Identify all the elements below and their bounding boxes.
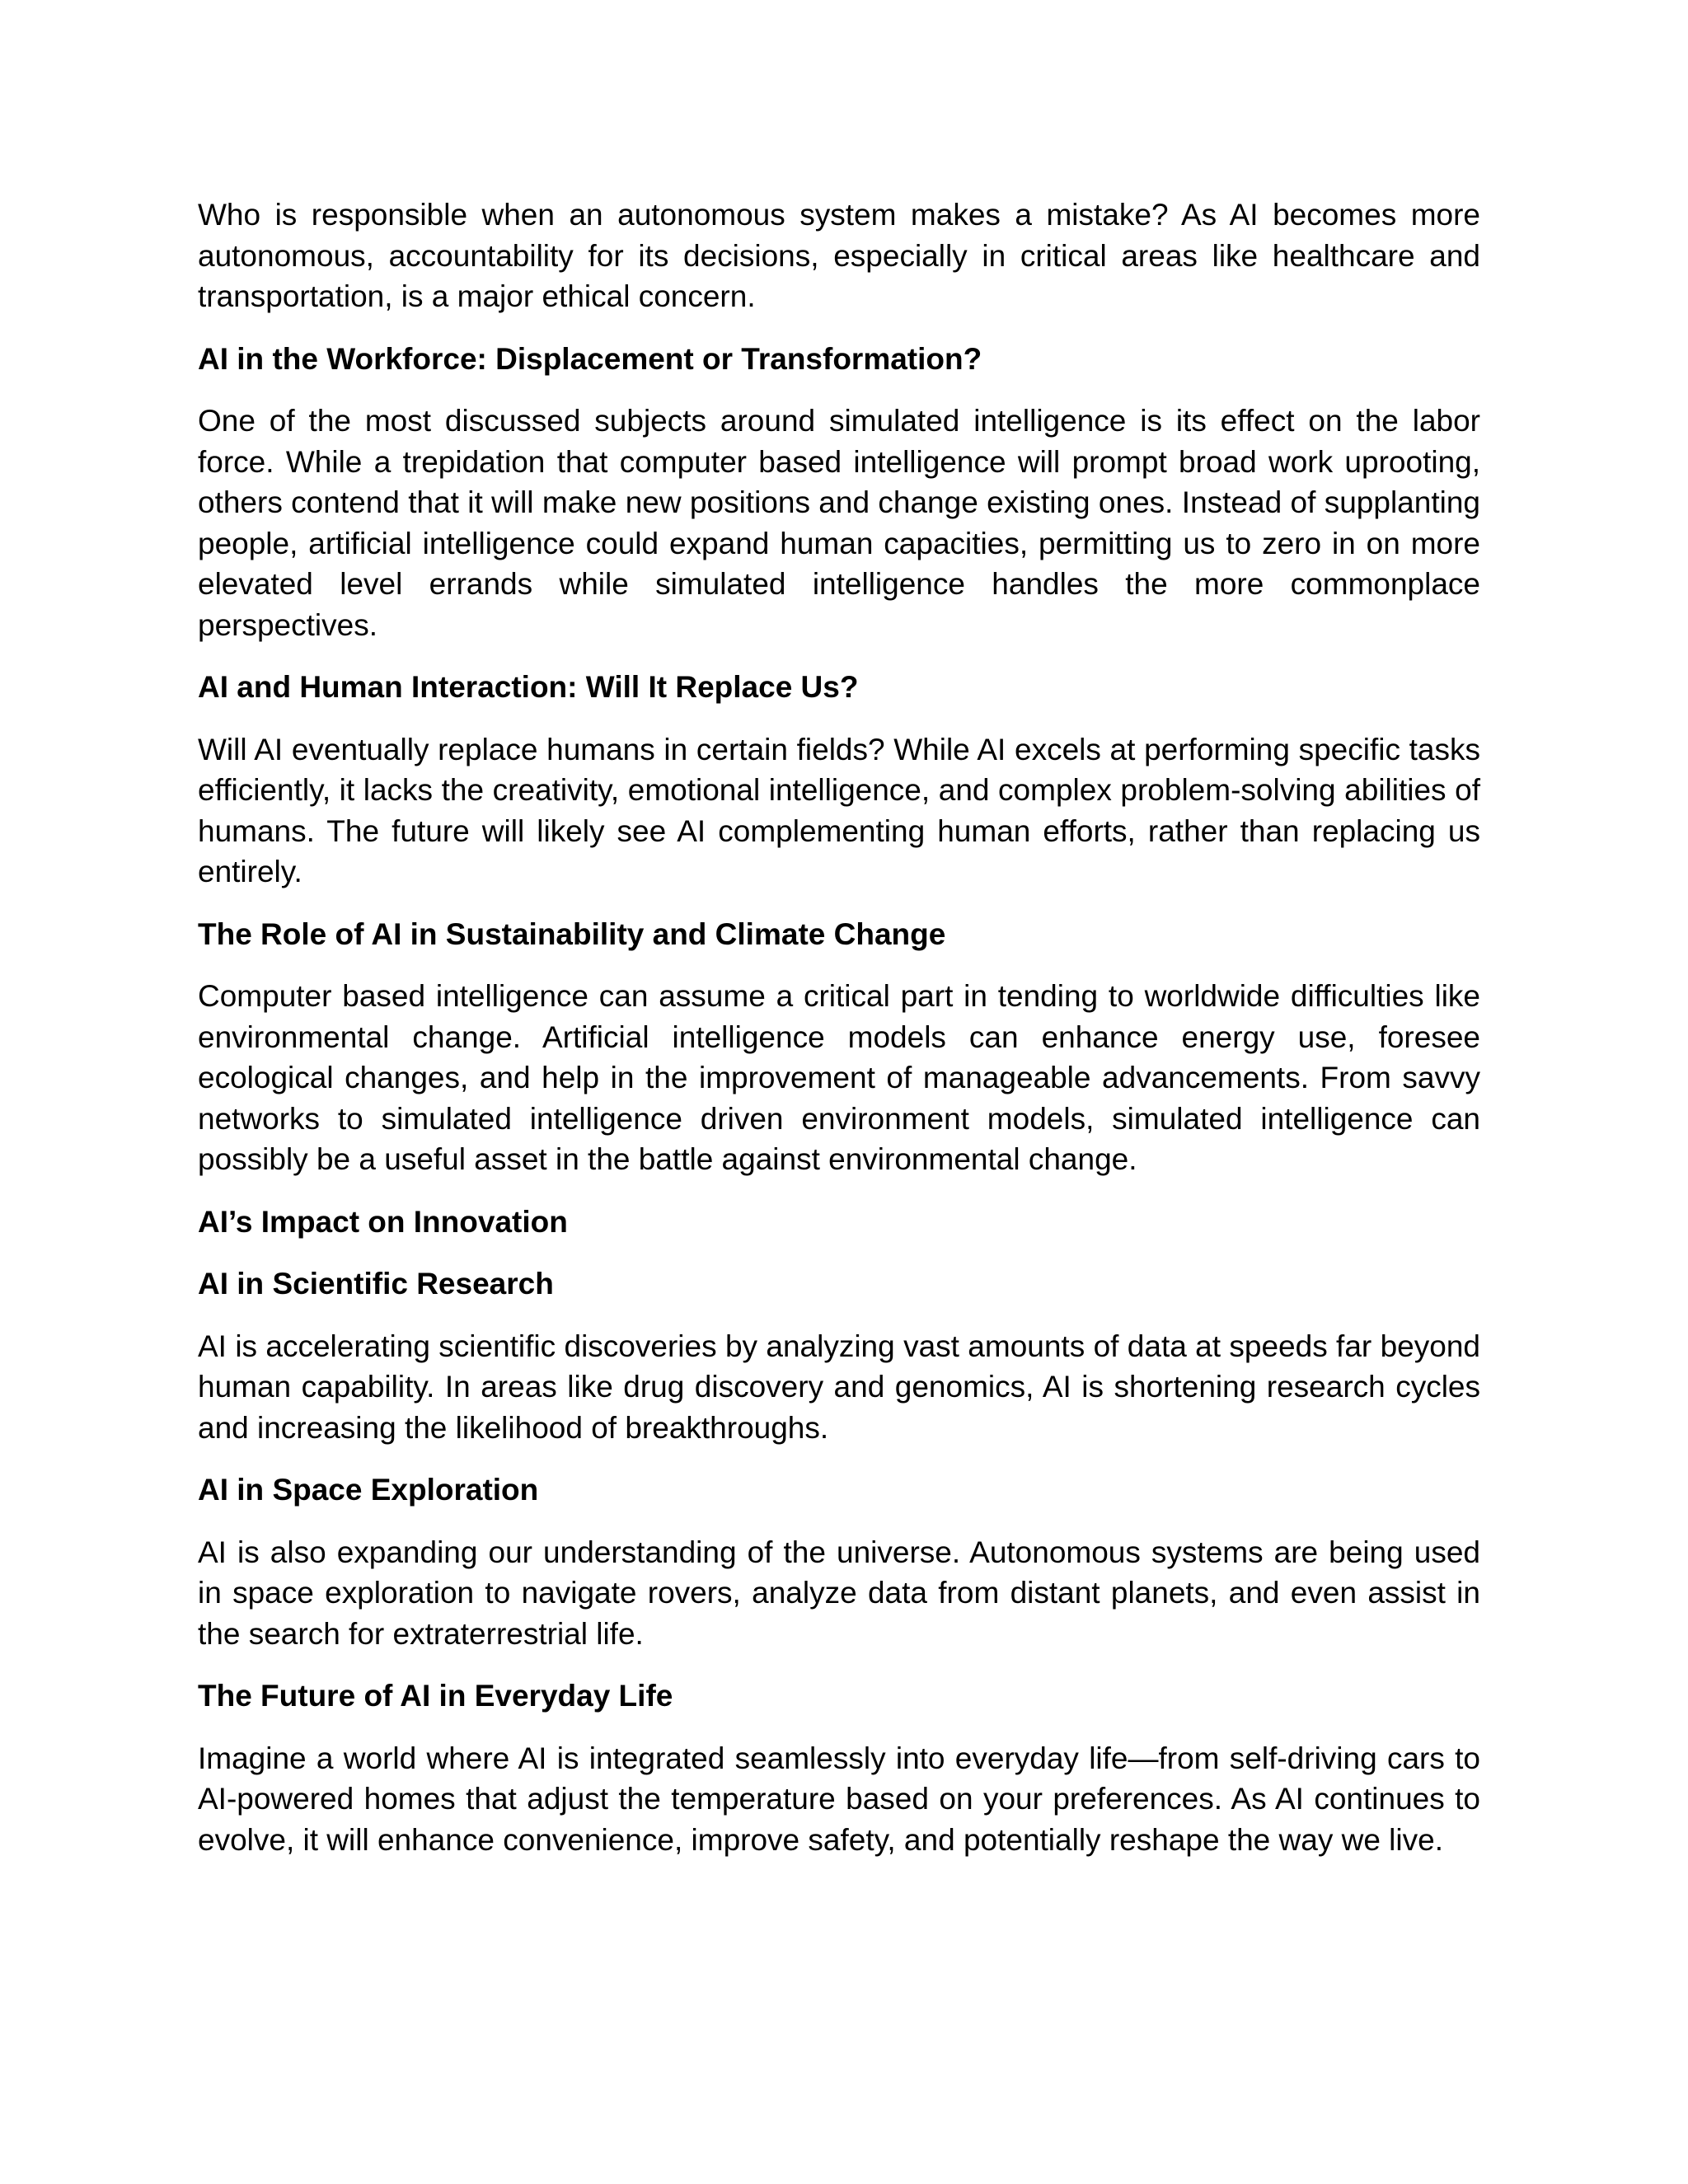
heading-human-interaction: AI and Human Interaction: Will It Replace Us? (198, 670, 859, 704)
document-body (198, 194, 1480, 1882)
heading-space-exploration: AI in Space Exploration (198, 1473, 539, 1507)
paragraph-accountability: Who is responsible when an autonomous system makes a mistake? As AI becomes more autonomous, accountability for its decisions, especially in critical areas like healthcare and transportation, is a major ethical concern. (198, 198, 1480, 313)
paragraph-human-interaction: Will AI eventually replace humans in certain fields? While AI excels at performing specific tasks efficiently, it lacks the creativity, emotional intelligence, and complex problem-solving abilities of humans. The future will likely see AI complementing human efforts, rather than replacing us entirely. (198, 732, 1480, 888)
heading-scientific-research: AI in Scientific Research (198, 1267, 554, 1301)
paragraph-workforce: One of the most discussed subjects around simulated intelligence is its effect on the labor force. While a trepidation that computer based intelligence will prompt broad work uprooting, others contend that it will make new positions and change existing ones. Instead of supplanting people, artificial intelligence could expand human capacities, permitting us to zero in on more elevated level errands while simulated intelligence handles the more commonplace perspectives. (198, 404, 1480, 642)
heading-workforce: AI in the Workforce: Displacement or Transformation? (198, 341, 982, 376)
paragraph-scientific-research: AI is accelerating scientific discoveries by analyzing vast amounts of data at speeds far beyond human capability. In areas like drug discovery and genomics, AI is shortening research cycles and increasing the likelihood of breakthroughs. (198, 1329, 1480, 1445)
paragraph-space-exploration: AI is also expanding our understanding of the universe. Autonomous systems are being used in space exploration to navigate rovers, analyze data from distant planets, and even assist in the search for extraterrestrial life. (198, 1535, 1480, 1651)
paragraph-everyday-life: Imagine a world where AI is integrated seamlessly into everyday life—from self-driving cars to AI-powered homes that adjust the temperature based on your preferences. As AI continues to evolve, it will enhance convenience, improve safety, and potentially reshape the way we live. (198, 1741, 1480, 1857)
heading-innovation: AI’s Impact on Innovation (198, 1204, 568, 1239)
paragraph-sustainability: Computer based intelligence can assume a critical part in tending to worldwide difficulties like environmental change. Artificial intelligence models can enhance energy use, foresee ecological changes, and help in the improvement of manageable advancements. From savvy networks to simulated intelligence driven environment models, simulated intelligence can possibly be a useful asset in the battle against environmental change. (198, 979, 1480, 1176)
heading-everyday-life: The Future of AI in Everyday Life (198, 1679, 673, 1713)
heading-sustainability: The Role of AI in Sustainability and Climate Change (198, 916, 946, 951)
